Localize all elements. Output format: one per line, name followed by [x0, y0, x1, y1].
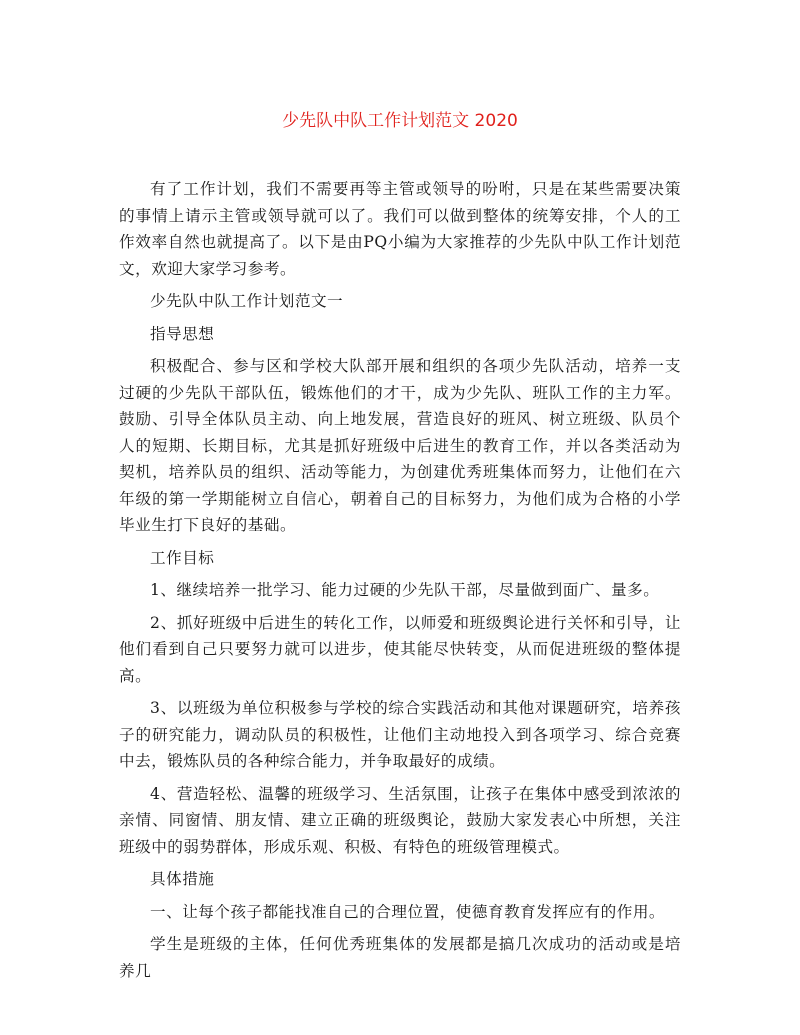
goal-item-2: 2、抓好班级中后进生的转化工作，以师爱和班级舆论进行关怀和引导，让他们看到自己只要努力就可以进步，使其能尽快转变，从而促进班级的整体提高。 [119, 613, 681, 685]
measure-item-1: 一、让每个孩子都能找准自己的合理位置，使德育教育发挥应有的作用。 [150, 902, 666, 921]
intro-paragraph: 有了工作计划，我们不需要再等主管或领导的吩咐，只是在某些需要决策的事情上请示主管或领导就可以了。我们可以做到整体的统筹安排，个人的工作效率自然也就提高了。以下是由PQ小编为大家推荐的少先队中队工作计划范文，欢迎大家学习参考。 [119, 180, 681, 278]
goal-item-4: 4、营造轻松、温馨的班级学习、生活氛围，让孩子在集体中感受到浓浓的亲情、同窗情、朋友情、建立正确的班级舆论，鼓励大家发表心中所想，关注班级中的弱势群体，形成乐观、积极、有特色的班级管理模式。 [119, 784, 681, 856]
guiding-thought-paragraph: 积极配合、参与区和学校大队部开展和组织的各项少先队活动，培养一支过硬的少先队干部队伍，锻炼他们的才干，成为少先队、班队工作的主力军。鼓励、引导全体队员主动、向上地发展，营造良好的班风、树立班级、队员个人的短期、长期目标，尤其是抓好班级中后进生的教育工作，并以各类活动为契机，培养队员的组织、活动等能力，为创建优秀班集体而努力，让他们在六年级的第一学期能树立自信心，朝着自己的目标努力，为他们成为合格的小学毕业生打下良好的基础。 [119, 357, 681, 534]
section-heading-work-goals: 工作目标 [150, 548, 215, 567]
goal-item-1: 1、继续培养一批学习、能力过硬的少先队干部，尽量做到面广、量多。 [150, 581, 660, 599]
goal-item-3: 3、以班级为单位积极参与学校的综合实践活动和其他对课题研究，培养孩子的研究能力，调动队员的积极性，让他们主动地投入到各项学习、综合竞赛中去，锻炼队员的各种综合能力，并争取最好的成绩。 [119, 699, 681, 770]
measure-paragraph: 学生是班级的主体，任何优秀班集体的发展都是搞几次成功的活动或是培养几 [119, 935, 681, 980]
section-heading-specific-measures: 具体措施 [150, 870, 215, 888]
document-body [119, 176, 681, 990]
section-heading-guiding-thought: 指导思想 [150, 324, 215, 343]
section-heading-sample-one: 少先队中队工作计划范文一 [150, 292, 344, 310]
document-title: 少先队中队工作计划范文 2020 [282, 111, 518, 131]
